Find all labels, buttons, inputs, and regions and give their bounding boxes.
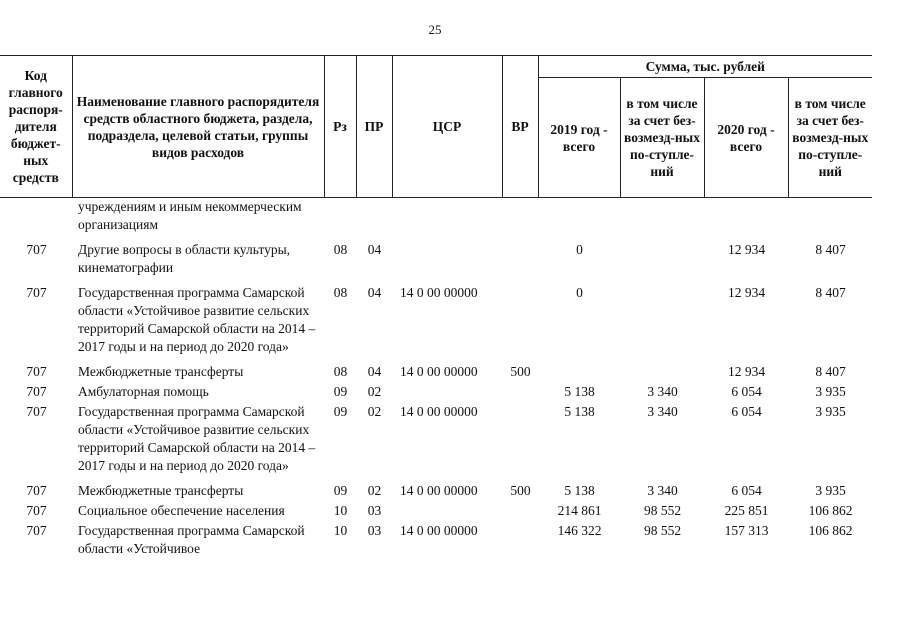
cell-2020-free: 3 935 bbox=[815, 384, 846, 399]
header-2019-free: в том числе за счет без-возмезд-ных по-ступле-ний bbox=[620, 78, 704, 198]
cell-2020-total: 6 054 bbox=[731, 384, 762, 399]
cell-csr: 14 0 00 00000 bbox=[400, 404, 478, 419]
table-row bbox=[0, 235, 872, 278]
cell-pr: 03 bbox=[367, 523, 382, 538]
cell-2019-free: 3 340 bbox=[647, 384, 678, 399]
header-name: Наименование главного распорядителя средств областного бюджета, раздела, подраздела, целевой статьи, группы видов расходов bbox=[72, 56, 324, 198]
table-row bbox=[0, 402, 872, 476]
cell-2020-total: 6 054 bbox=[731, 483, 762, 498]
cell-2020-total: 6 054 bbox=[731, 404, 762, 419]
table-row bbox=[0, 198, 872, 236]
header-rz: Рз bbox=[324, 56, 356, 198]
cell-2019-total: 0 bbox=[576, 285, 583, 300]
cell-code: 707 bbox=[26, 503, 47, 518]
cell-2019-free bbox=[620, 357, 704, 382]
cell-rz: 08 bbox=[333, 285, 348, 300]
cell-vr: 500 bbox=[510, 364, 531, 379]
cell-vr bbox=[502, 382, 538, 402]
cell-2020-free: 106 862 bbox=[808, 503, 853, 518]
cell-pr: 02 bbox=[367, 404, 382, 419]
table-row bbox=[0, 521, 872, 559]
cell-vr bbox=[502, 278, 538, 357]
cell-2020-free: 8 407 bbox=[815, 242, 846, 257]
cell-vr bbox=[502, 402, 538, 476]
cell-csr: 14 0 00 00000 bbox=[400, 483, 478, 498]
header-pr: ПР bbox=[356, 56, 392, 198]
cell-rz: 09 bbox=[333, 483, 348, 498]
cell-2019-total: 0 bbox=[576, 242, 583, 257]
header-csr: ЦСР bbox=[392, 56, 502, 198]
cell-name: Амбулаторная помощь bbox=[78, 384, 209, 399]
table-row bbox=[0, 501, 872, 521]
cell-code: 707 bbox=[26, 384, 47, 399]
cell-2019-total: 5 138 bbox=[564, 384, 595, 399]
cell-2020-total: 12 934 bbox=[727, 242, 766, 257]
cell-2019-total bbox=[538, 357, 620, 382]
cell-vr bbox=[502, 198, 538, 236]
cell-pr bbox=[356, 198, 392, 236]
cell-rz: 08 bbox=[333, 242, 348, 257]
cell-code bbox=[0, 198, 72, 236]
cell-name: Государственная программа Самарской области «Устойчивое развитие сельских территорий Самарской области на 2014 – 2017 годы и на период до 2020 года» bbox=[78, 285, 316, 354]
cell-2019-total: 5 138 bbox=[564, 404, 595, 419]
cell-name: Межбюджетные трансферты bbox=[78, 364, 244, 379]
header-2020-free: в том числе за счет без-возмезд-ных по-ступле-ний bbox=[788, 78, 872, 198]
table-row bbox=[0, 357, 872, 382]
table-header bbox=[0, 56, 872, 198]
cell-csr: 14 0 00 00000 bbox=[400, 523, 478, 538]
header-code: Код главного распоря-дителя бюджет-ных средств bbox=[0, 56, 72, 198]
cell-rz: 08 bbox=[333, 364, 348, 379]
cell-2019-free bbox=[620, 278, 704, 357]
cell-rz bbox=[324, 198, 356, 236]
table-body bbox=[0, 198, 872, 560]
cell-name: Социальное обеспечение населения bbox=[78, 503, 285, 518]
header-sum-group: Сумма, тыс. рублей bbox=[538, 56, 872, 78]
cell-csr bbox=[392, 235, 502, 278]
cell-code: 707 bbox=[26, 285, 47, 300]
cell-code: 707 bbox=[26, 523, 47, 538]
cell-2020-total: 157 313 bbox=[724, 523, 769, 538]
cell-pr: 04 bbox=[367, 285, 382, 300]
cell-vr: 500 bbox=[510, 483, 531, 498]
cell-rz: 09 bbox=[333, 404, 348, 419]
cell-2019-total: 214 861 bbox=[557, 503, 602, 518]
cell-csr bbox=[392, 501, 502, 521]
cell-vr bbox=[502, 501, 538, 521]
budget-table bbox=[0, 55, 872, 559]
cell-2020-total bbox=[704, 198, 788, 236]
cell-2019-free bbox=[620, 198, 704, 236]
cell-rz: 09 bbox=[333, 384, 348, 399]
table-row bbox=[0, 476, 872, 501]
cell-rz: 10 bbox=[333, 523, 348, 538]
cell-2020-free: 8 407 bbox=[815, 285, 846, 300]
cell-2019-free bbox=[620, 235, 704, 278]
header-2020-total: 2020 год - всего bbox=[704, 78, 788, 198]
cell-csr: 14 0 00 00000 bbox=[400, 364, 478, 379]
cell-2019-free: 3 340 bbox=[647, 404, 678, 419]
cell-csr: 14 0 00 00000 bbox=[400, 285, 478, 300]
cell-name: Межбюджетные трансферты bbox=[78, 483, 244, 498]
cell-name: Другие вопросы в области культуры, кинематографии bbox=[78, 242, 291, 275]
cell-pr: 02 bbox=[367, 384, 382, 399]
cell-vr bbox=[502, 521, 538, 559]
cell-name: Государственная программа Самарской области «Устойчивое bbox=[78, 523, 305, 556]
cell-2020-free: 3 935 bbox=[815, 404, 846, 419]
cell-code: 707 bbox=[26, 404, 47, 419]
cell-2020-free: 8 407 bbox=[815, 364, 846, 379]
header-2019-total: 2019 год - всего bbox=[538, 78, 620, 198]
cell-2020-total: 12 934 bbox=[727, 364, 766, 379]
cell-2020-free bbox=[788, 198, 872, 236]
cell-name: Государственная программа Самарской области «Устойчивое развитие сельских территорий Самарской области на 2014 – 2017 годы и на период до 2020 года» bbox=[78, 404, 316, 473]
cell-2020-free: 3 935 bbox=[815, 483, 846, 498]
cell-2019-free: 3 340 bbox=[647, 483, 678, 498]
cell-2019-total: 146 322 bbox=[557, 523, 602, 538]
cell-vr bbox=[502, 235, 538, 278]
table-row bbox=[0, 278, 872, 357]
cell-pr: 04 bbox=[367, 364, 382, 379]
table-row bbox=[0, 382, 872, 402]
cell-csr bbox=[392, 382, 502, 402]
cell-csr bbox=[392, 198, 502, 236]
page-number: 25 bbox=[428, 22, 442, 37]
cell-2020-free: 106 862 bbox=[808, 523, 853, 538]
cell-code: 707 bbox=[26, 242, 47, 257]
cell-2019-total bbox=[538, 198, 620, 236]
cell-2019-free: 98 552 bbox=[643, 523, 682, 538]
cell-code: 707 bbox=[26, 483, 47, 498]
cell-2019-total: 5 138 bbox=[564, 483, 595, 498]
cell-2020-total: 12 934 bbox=[727, 285, 766, 300]
header-vr: ВР bbox=[502, 56, 538, 198]
cell-2020-total: 225 851 bbox=[724, 503, 769, 518]
cell-pr: 03 bbox=[367, 503, 382, 518]
cell-pr: 04 bbox=[367, 242, 382, 257]
cell-code: 707 bbox=[26, 364, 47, 379]
cell-rz: 10 bbox=[333, 503, 348, 518]
cell-pr: 02 bbox=[367, 483, 382, 498]
cell-2019-free: 98 552 bbox=[643, 503, 682, 518]
cell-name: учреждениям и иным некоммерческим организациям bbox=[78, 199, 302, 232]
